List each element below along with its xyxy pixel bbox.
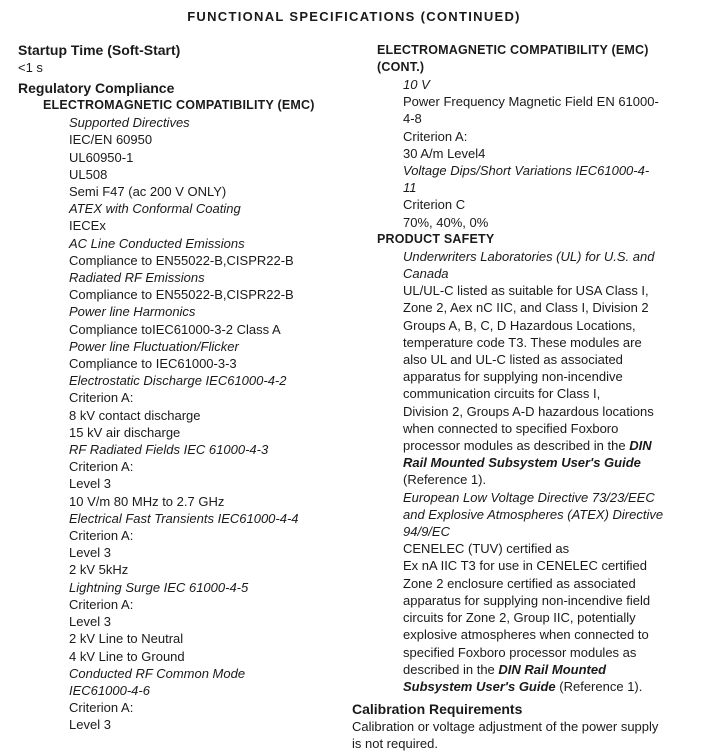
spec-line: 8 kV contact discharge — [69, 407, 201, 423]
safety-line: Rail Mounted Subsystem User's Guide — [403, 455, 641, 471]
calibration-line: Calibration or voltage adjustment of the power supply — [352, 719, 659, 735]
spec-line: Radiated RF Emissions — [69, 270, 205, 286]
left-column — [18, 42, 348, 734]
calibration-line: is not required. — [352, 736, 438, 752]
safety-line: European Low Voltage Directive 73/23/EEC — [403, 489, 655, 505]
spec-line: Electrical Fast Transients IEC61000-4-4 — [69, 510, 299, 526]
spec-line: Criterion A: — [69, 390, 134, 406]
spec-line: 30 A/m Level4 — [403, 145, 486, 161]
calibration-requirements-heading: Calibration Requirements — [352, 701, 523, 718]
spec-line: Level 3 — [69, 717, 111, 733]
spec-line: ATEX with Conformal Coating — [69, 201, 241, 217]
spec-line: IEC61000-4-6 — [69, 682, 150, 698]
safety-line: Division 2, Groups A-D hazardous locations — [403, 403, 654, 419]
spec-line: 10 V — [403, 77, 430, 92]
spec-line: UL508 — [69, 166, 108, 182]
regulatory-compliance-heading: Regulatory Compliance — [18, 80, 175, 97]
spec-line: Electrostatic Discharge IEC61000-4-2 — [69, 373, 287, 389]
spec-line: 4 kV Line to Ground — [69, 648, 185, 664]
spec-line: Lightning Surge IEC 61000-4-5 — [69, 579, 249, 595]
safety-line: Underwriters Laboratories (UL) for U.S. and — [403, 248, 655, 264]
safety-line-segment: processor modules as described in the — [403, 438, 630, 454]
spec-line: Criterion A: — [69, 459, 134, 475]
emc-heading: ELECTROMAGNETIC COMPATIBILITY (EMC) — [43, 98, 315, 113]
spec-line: IECEx — [69, 218, 106, 234]
safety-line: communication circuits for Class I, — [403, 386, 601, 402]
spec-line: Supported Directives — [69, 115, 190, 131]
spec-line: Conducted RF Common Mode — [69, 665, 246, 681]
spec-line: Power line Harmonics — [69, 304, 196, 320]
safety-line: explosive atmospheres when connected to — [403, 627, 649, 643]
safety-line: apparatus for supplying non-incendive field — [403, 592, 651, 608]
spec-line: Criterion A: — [403, 128, 468, 144]
spec-line: 4-8 — [403, 111, 422, 127]
emc-cont-heading: ELECTROMAGNETIC COMPATIBILITY (EMC) — [377, 43, 649, 57]
spec-line: Compliance to EN55022-B,CISPR22-B — [69, 252, 294, 268]
page-title: FUNCTIONAL SPECIFICATIONS (CONTINUED) — [187, 9, 521, 24]
safety-line: specified Foxboro processor modules as — [403, 644, 637, 660]
product-safety-list — [403, 248, 692, 695]
spec-line: Power line Fluctuation/Flicker — [69, 338, 239, 354]
safety-line: Canada — [403, 266, 449, 282]
safety-line: Zone 2, Aex nC IIC, and Class I, Division 2 — [403, 300, 649, 316]
spec-line: 11 — [403, 180, 417, 196]
spec-line: 2 kV Line to Neutral — [69, 631, 184, 647]
spec-line: Semi F47 (ac 200 V ONLY) — [69, 184, 227, 200]
startup-time-value: <1 s — [18, 60, 43, 75]
safety-line: (Reference 1). — [403, 472, 487, 488]
spec-line: Power Frequency Magnetic Field EN 61000- — [403, 94, 659, 110]
spec-line: Level 3 — [69, 545, 111, 561]
spec-line: IEC/EN 60950 — [69, 132, 153, 148]
spec-line: Criterion A: — [69, 596, 134, 612]
safety-line-segment: (Reference 1). — [555, 678, 643, 694]
spec-line: UL60950-1 — [69, 149, 134, 165]
safety-line — [403, 437, 692, 454]
safety-line-segment: DIN — [629, 438, 652, 454]
spec-line: Criterion C — [403, 197, 466, 213]
spec-line: Level 3 — [69, 476, 111, 492]
emc-spec-list — [69, 114, 348, 733]
safety-line — [403, 661, 692, 678]
safety-line: Groups A, B, C, D Hazardous Locations, — [403, 317, 636, 333]
safety-line: when connected to specified Foxboro — [403, 420, 619, 436]
spec-line: 10 V/m 80 MHz to 2.7 GHz — [69, 493, 225, 509]
safety-line: circuits for Zone 2, Group IIC, potentially — [403, 610, 636, 626]
calibration-requirements-text — [352, 718, 692, 752]
safety-line: temperature code T3. These modules are — [403, 334, 642, 350]
spec-line: Voltage Dips/Short Variations IEC61000-4- — [403, 163, 650, 179]
safety-line — [403, 678, 692, 695]
spec-line: RF Radiated Fields IEC 61000-4-3 — [69, 442, 269, 458]
safety-line: and Explosive Atmospheres (ATEX) Directive — [403, 506, 664, 522]
spec-line: 2 kV 5kHz — [69, 562, 129, 578]
spec-line: Compliance to EN55022-B,CISPR22-B — [69, 287, 294, 303]
product-safety-heading: PRODUCT SAFETY — [377, 231, 495, 246]
safety-line: also UL and UL-C listed as associated — [403, 352, 623, 368]
spec-line: 15 kV air discharge — [69, 424, 181, 440]
safety-line: CENELEC (TUV) certified as — [403, 541, 570, 557]
spec-line: Criterion A: — [69, 700, 134, 716]
spec-line: Criterion A: — [69, 528, 134, 544]
safety-line-segment: Subsystem User's Guide — [403, 678, 556, 694]
safety-line: apparatus for supplying non-incendive — [403, 369, 623, 385]
safety-line-segment: described in the — [403, 661, 499, 677]
emc-cont-spec-list — [403, 76, 692, 231]
spec-line: 70%, 40%, 0% — [403, 214, 489, 230]
spec-line: AC Line Conducted Emissions — [69, 235, 245, 251]
safety-line: Ex nA IIC T3 for use in CENELEC certified — [403, 558, 647, 574]
startup-time-heading: Startup Time (Soft-Start) — [18, 42, 181, 58]
emc-cont-heading-suffix: (CONT.) — [377, 60, 425, 74]
safety-line: UL/UL-C listed as suitable for USA Class I, — [403, 283, 649, 299]
right-column — [352, 42, 692, 753]
safety-line: Zone 2 enclosure certified as associated — [403, 575, 636, 591]
safety-line-segment: DIN Rail Mounted — [498, 661, 607, 677]
spec-line: Level 3 — [69, 614, 111, 630]
safety-line: 94/9/EC — [403, 524, 450, 540]
spec-line: Compliance to IEC61000-3-3 — [69, 356, 237, 372]
spec-line: Compliance toIEC61000-3-2 Class A — [69, 321, 281, 337]
